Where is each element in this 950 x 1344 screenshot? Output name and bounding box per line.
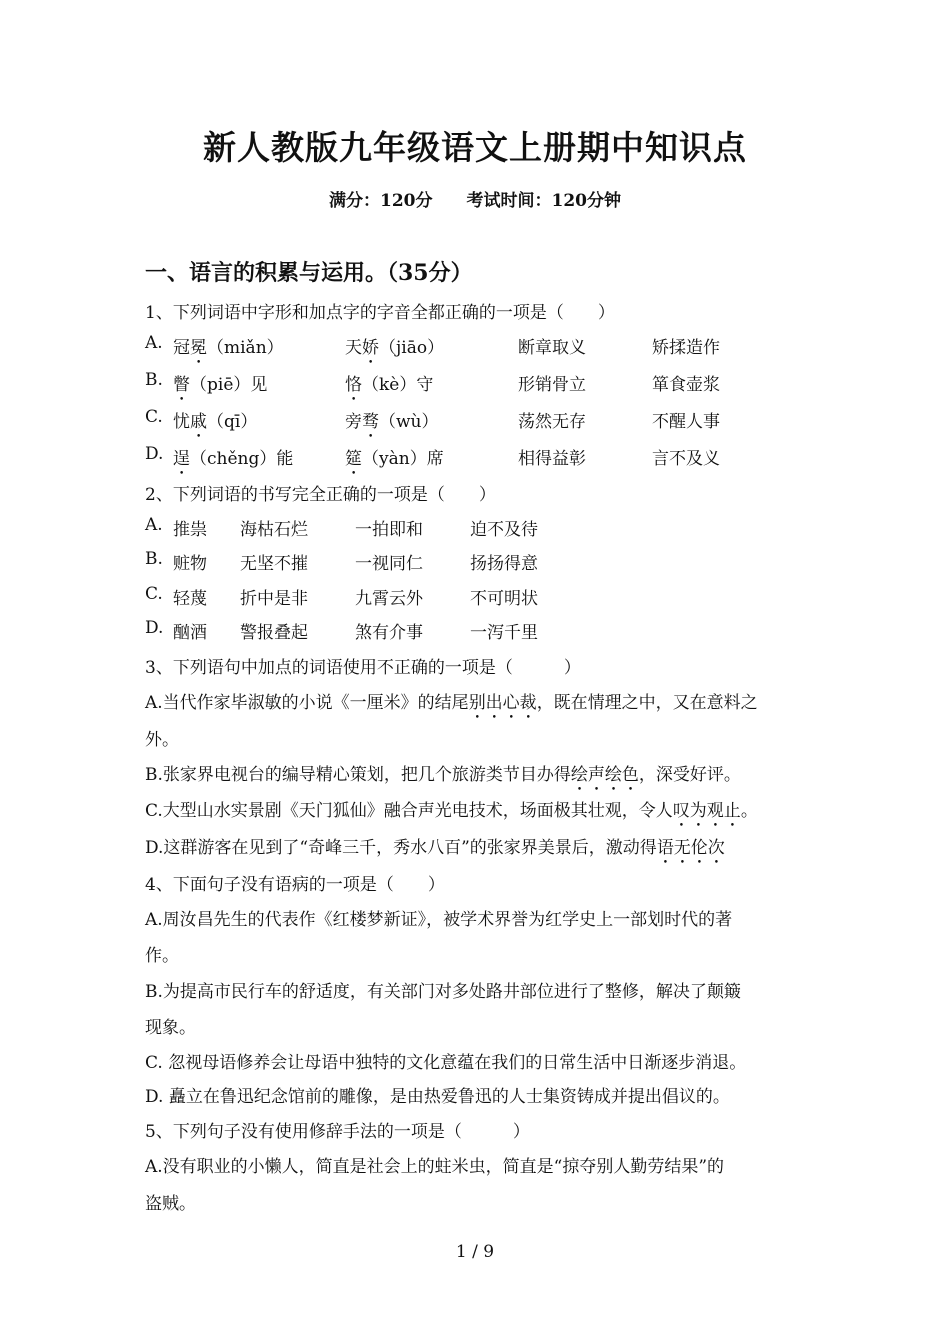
full-score: 满分：120分 xyxy=(329,191,433,211)
q5-stem: 5、下列句子没有使用修辞手法的一项是（ ） xyxy=(145,1122,530,1142)
exam-info xyxy=(0,186,950,211)
q2-stem: 2、下列词语的书写完全正确的一项是（ ） xyxy=(145,485,496,505)
q3-option-a-cont: 外。 xyxy=(145,730,179,750)
q4-stem: 4、下面句子没有语病的一项是（ ） xyxy=(145,875,445,895)
q4-option-b-cont: 现象。 xyxy=(145,1018,196,1038)
q4-option-b: B.为提高市民行车的舒适度，有关部门对多处路井部位进行了整修，解决了颠簸 xyxy=(145,982,741,1002)
section-heading: 一、语言的积累与运用。（35分） xyxy=(145,260,473,286)
q4-option-d: D. 矗立在鲁迅纪念馆前的雕像，是由热爱鲁迅的人士集资铸成并提出倡议的。 xyxy=(145,1087,730,1107)
page-number: 1 / 9 xyxy=(455,1242,495,1262)
q4-option-a: A.周汝昌先生的代表作《红楼梦新证》，被学术界誉为红学史上一部划时代的著 xyxy=(145,910,733,930)
q3-option-a: A.当代作家毕淑敏的小说《一厘米》的结尾别出心裁，既在情理之中，又在意料之 xyxy=(145,693,758,713)
q3-option-d: D.这群游客在见到了“奇峰三千，秀水八百”的张家界美景后，激动得语无伦次 xyxy=(145,838,725,858)
q1-stem: 1、下列词语中字形和加点字的字音全都正确的一项是（ ） xyxy=(145,303,615,323)
q4-option-a-cont: 作。 xyxy=(145,946,179,966)
q3-stem: 3、下列语句中加点的词语使用不正确的一项是（ ） xyxy=(145,658,581,678)
q5-option-a-cont: 盗贼。 xyxy=(145,1194,196,1214)
document-title: 新人教版九年级语文上册期中知识点 xyxy=(203,128,747,167)
q3-option-b: B.张家界电视台的编导精心策划，把几个旅游类节目办得绘声绘色，深受好评。 xyxy=(145,765,741,785)
exam-time: 考试时间：120分钟 xyxy=(466,191,621,211)
document-page: 新人教版九年级语文上册期中知识点 满分：120分 考试时间：120分钟 一、语言的积累与运用。（35分） 1、下列词语中字形和加点字的字音全都正确的一项是（ ） A. 冠冕（miǎn） 天娇（jiāo） 断章取义 矫揉造作 B. 瞥（piē）见 恪（kè）守 形销骨立 箪食壶浆 C. 忧戚（qī） 旁骛（wù） 荡然无存 不醒人事 D. 逞（chěng）能 筵（yàn）席 相得益彰 言不及义 2、下列词语的书写完全正确的一项是（ ） A. 推祟 海枯石烂 一拍即和 迫不及待 B. 赃物 无坚不摧 一视同仁 扬扬得意 C. 轻蔑 折中是非 九霄云外 不可明状 D. 酗酒 警报叠起 煞有介事 一泻千里 3、下列语句中加点的词语使用不正确的一项是（ ） A.当代作家毕淑敏的小说《一厘米》的结尾别出心裁，既在情理之中，又在意料之 外。 B.张家界电视台的编导精心策划，把几个旅游类节目办得绘声绘色，深受好评。 C.大型山水实景剧《天门狐仙》融合声光电技术，场面极其壮观，令人叹为观止。 D.这群游客在见到了“奇峰三千，秀水八百”的张家界美景后，激动得语无伦次 4、下面句子没有语病的一项是（ ） A.周汝昌先生的代表作《红楼梦新证》，被学术界誉为红学史上一部划时代的著 作。 B.为提高市民行车的舒适度，有关部门对多处路井部位进行了整修，解决了颠簸 现象。 C. 忽视母语修养会让母语中独特的文化意蕴在我们的日常生活中日渐逐步消退。 D. 矗立在鲁迅纪念馆前的雕像，是由热爱鲁迅的人士集资铸成并提出倡议的。 5、下列句子没有使用修辞手法的一项是（ ） A.没有职业的小懒人，简直是社会上的蛀米虫，简直是“掠夺别人勤劳结果”的 盗贼。 1 / 9 xyxy=(0,0,950,1344)
q3-option-c: C.大型山水实景剧《天门狐仙》融合声光电技术，场面极其壮观，令人叹为观止。 xyxy=(145,801,758,821)
q5-option-a: A.没有职业的小懒人，简直是社会上的蛀米虫，简直是“掠夺别人勤劳结果”的 xyxy=(145,1157,725,1177)
q4-option-c: C. 忽视母语修养会让母语中独特的文化意蕴在我们的日常生活中日渐逐步消退。 xyxy=(145,1053,747,1073)
